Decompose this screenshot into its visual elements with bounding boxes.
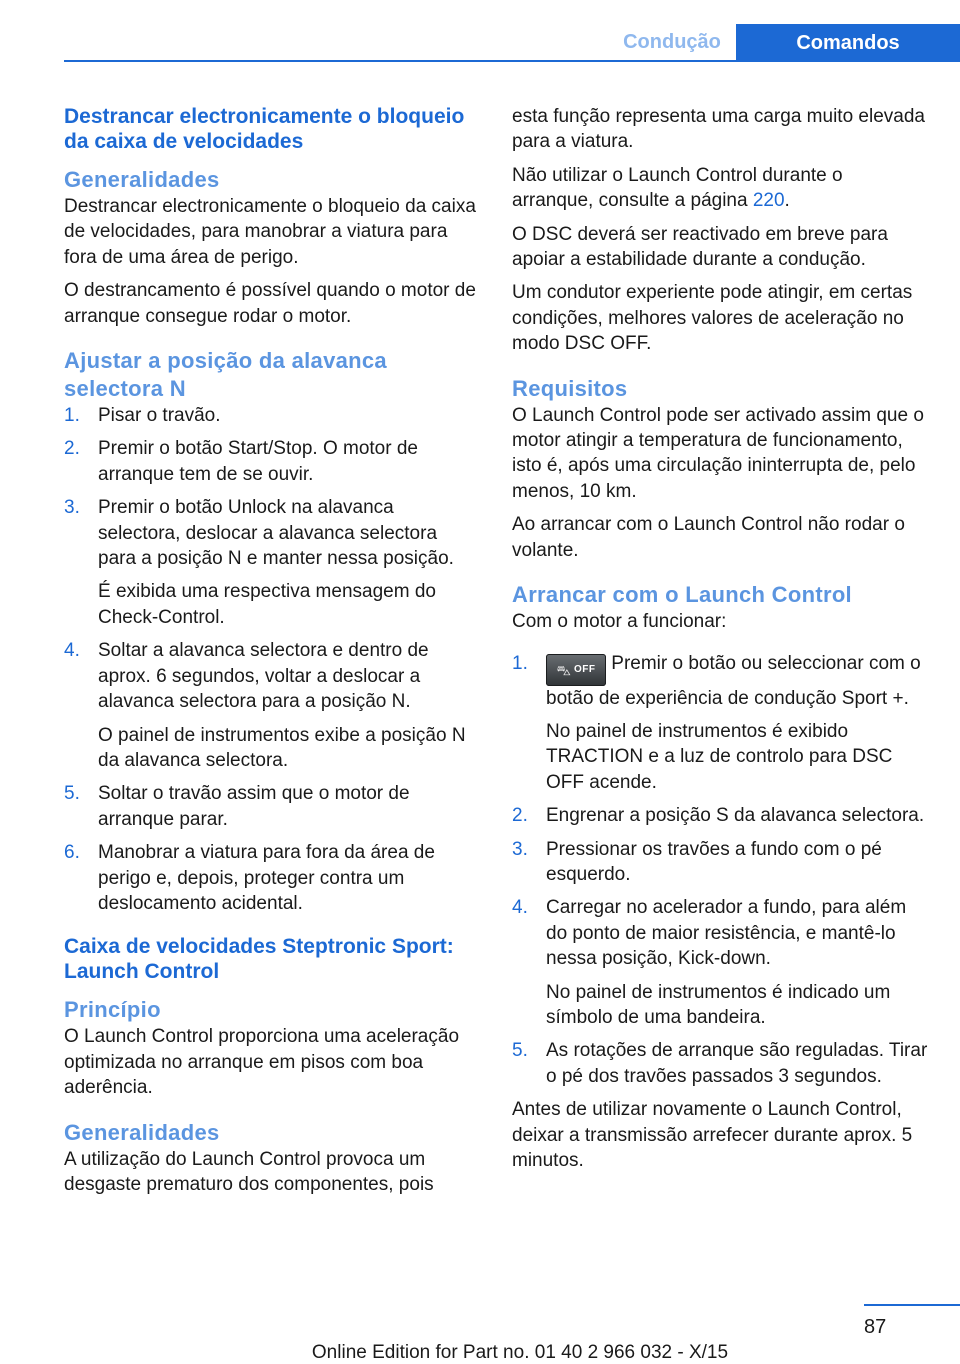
paragraph: O destrancamento é possível quando o motor de arranque consegue rodar o motor. [64, 280, 476, 327]
paragraph: O Launch Control proporciona uma aceleração optimizada no arranque em pisos com boa aderência. [64, 1026, 460, 1099]
list-item [64, 638, 480, 773]
paragraph: Antes de utilizar novamente o Launch Control, deixar a transmissão arrefecer durante aprox. 5 minutos. [512, 1099, 913, 1171]
step-text: Engrenar a posição S da alavanca selectora. [546, 805, 925, 827]
list-item [64, 495, 480, 630]
page-number: 87 [864, 1316, 887, 1338]
subheading-principle: Princípio [64, 997, 161, 1023]
subheading-requirements: Requisitos [512, 375, 628, 401]
page-link[interactable]: 220 [752, 190, 785, 212]
step-number: 3. [64, 497, 80, 519]
step-text: Pressionar os travões a fundo com o pé esquerdo. [546, 838, 882, 885]
paragraph-page-ref [512, 163, 928, 214]
heading-steptronic-launch-control: Caixa de velocidades Steptronic Sport: Launch Control [64, 935, 454, 984]
step-text: Manobrar a viatura para fora da área de perigo e, depois, proteger contra um deslocamento acidental. [98, 842, 435, 914]
dsc-off-button-icon [546, 654, 606, 686]
step-note: No painel de instrumentos é indicado um símbolo de uma bandeira. [546, 981, 891, 1028]
paragraph: A utilização do Launch Control provoca um desgaste prematuro dos componentes, pois [64, 1148, 434, 1195]
step-number: 4. [64, 640, 80, 662]
dsc-off-label: OFF [573, 663, 596, 675]
paragraph: Ao arrancar com o Launch Control não rodar o volante. [512, 514, 905, 561]
step-number: 1. [64, 405, 80, 427]
step-text: Premir o botão ou seleccionar com o botão de experiência de condução Sport +. [546, 652, 921, 709]
step-number: 5. [64, 783, 80, 805]
step-note: O painel de instrumentos exibe a posição N da alavanca selectora. [98, 724, 466, 771]
heading-electronic-unlock: Destrancar electronicamente o bloqueio da caixa de velocidades [64, 105, 465, 153]
step-number: 4. [512, 897, 528, 919]
header-rule [64, 60, 960, 62]
subheading-start-launch-control: Arrancar com o Launch Control [512, 582, 852, 608]
paragraph: Um condutor experiente pode atingir, em certas condições, melhores valores de aceleração no modo DSC OFF. [512, 282, 913, 355]
car-skid-icon: ⛍ [556, 661, 571, 678]
launch-steps [512, 651, 928, 1090]
header-chapter-tab[interactable]: Comandos [736, 24, 960, 62]
list-item [64, 840, 480, 916]
unlock-steps [64, 403, 480, 916]
step-text: Premir o botão Start/Stop. O motor de arranque tem de se ouvir. [98, 438, 418, 485]
list-item [64, 781, 480, 832]
text: Não utilizar o Launch Control durante o arranque, consulte a página [512, 164, 843, 212]
list-item [512, 895, 928, 1030]
header-section-tab[interactable]: Condução [623, 30, 721, 53]
paragraph: O Launch Control pode ser activado assim que o motor atingir a temperatura de funcionamento, isto é, após uma circulação ininterrupta de, pelo menos, 10 km. [512, 404, 924, 502]
paragraph: O DSC deverá ser reactivado em breve para apoiar a estabilidade durante a condução. [512, 223, 888, 271]
step-note: É exibida uma respectiva mensagem do Check-Control. [98, 581, 436, 628]
step-note: No painel de instrumentos é exibido TRACTION e a luz de controlo para DSC OFF acende. [546, 720, 893, 793]
list-item [64, 436, 480, 487]
step-number: 6. [64, 842, 80, 864]
footer-edition: Online Edition for Part no. 01 40 2 966 032 - X/15 [311, 1342, 729, 1363]
step-text: As rotações de arranque são reguladas. Tirar o pé dos travões passados 3 segundos. [546, 1040, 928, 1087]
step-text: Soltar a alavanca selectora e dentro de aprox. 6 segundos, voltar a deslocar a alavanca selectora para a posição N. [98, 640, 429, 713]
list-item [512, 1038, 928, 1089]
list-item [512, 651, 928, 796]
step-text: Carregar no acelerador a fundo, para além do ponto de maior resistência, e mantê-lo nessa posição, Kick-down. [546, 897, 907, 970]
step-number: 2. [512, 805, 528, 827]
subheading-adjust-selector: Ajustar a posição da alavanca selectora N [64, 348, 387, 402]
step-text: Premir o botão Unlock na alavanca selectora, deslocar a alavanca selectora para a posição N e manter nessa posição. [98, 497, 454, 570]
list-item [64, 403, 480, 428]
step-number: 1. [512, 652, 528, 674]
paragraph: esta função representa uma carga muito elevada para a viatura. [512, 106, 925, 153]
footer-rule [864, 1304, 960, 1306]
right-column [512, 104, 928, 1181]
text: . [784, 190, 790, 212]
paragraph: Com o motor a funcionar: [512, 611, 727, 633]
paragraph: Destrancar electronicamente o bloqueio da caixa de velocidades, para manobrar a viatura para fora de uma área de perigo. [64, 196, 476, 268]
step-number: 3. [512, 838, 528, 860]
step-text: Pisar o travão. [98, 405, 221, 427]
left-column [64, 104, 480, 1205]
step-number: 5. [512, 1040, 528, 1062]
step-text: Soltar o travão assim que o motor de arranque parar. [98, 783, 410, 830]
list-item [512, 803, 928, 828]
subheading-general-2: Generalidades [64, 1119, 220, 1145]
list-item [512, 837, 928, 888]
subheading-general: Generalidades [64, 167, 220, 192]
step-number: 2. [64, 438, 80, 460]
